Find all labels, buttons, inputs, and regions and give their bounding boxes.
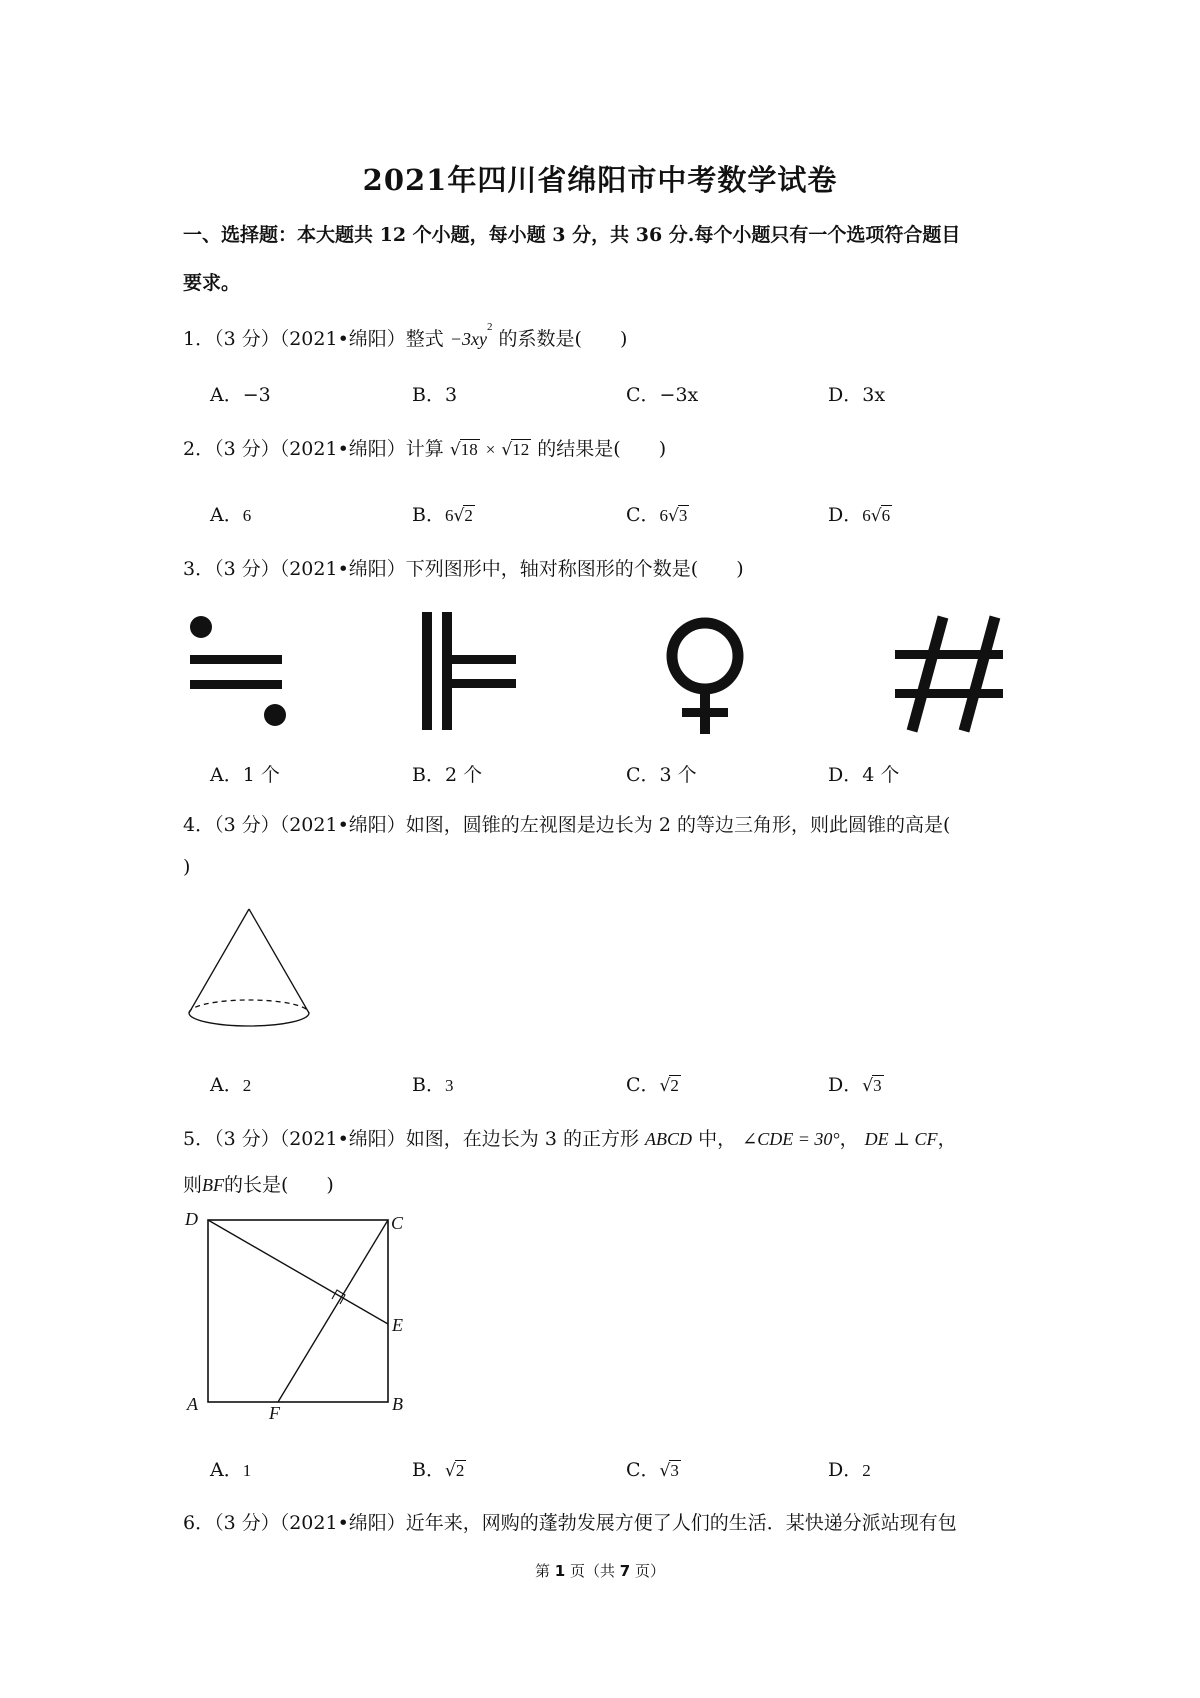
label-c: C	[391, 1213, 404, 1233]
top-dot	[190, 616, 212, 638]
cone-figure	[185, 905, 315, 1030]
q2-option-b[interactable]: B．6√2	[412, 504, 473, 526]
question-5: 5．（3 分）（2021•绵阳）如图，在边长为 3 的正方形 ABCD 中， ∠CDE = 30°， DE ⊥ CF，	[183, 1128, 957, 1150]
segment-name: BF	[202, 1175, 225, 1195]
perpendicular-expression: DE ⊥ CF	[864, 1129, 938, 1149]
segment-de	[208, 1220, 388, 1324]
section-heading-line2: 要求。	[183, 272, 241, 294]
lower-bar	[190, 680, 282, 689]
label-b: B	[392, 1394, 403, 1414]
q3-option-c[interactable]: C．3 个	[626, 764, 697, 786]
bottom-dot	[264, 704, 286, 726]
sqrt-icon: √	[659, 1076, 671, 1096]
question-number: 1．	[183, 328, 215, 350]
q5-option-a[interactable]: A．1	[210, 1459, 252, 1481]
question-1: 1．（3 分）（2021•绵阳）整式 $-3xy^2$ 的系数是( )	[183, 321, 628, 350]
q5-option-b[interactable]: B．√2	[412, 1459, 465, 1481]
label-e: E	[392, 1315, 403, 1335]
sqrt-icon: √	[659, 1461, 671, 1481]
hash-symbol-figure	[895, 614, 1010, 734]
q4-option-c[interactable]: C．√2	[626, 1074, 679, 1096]
question-number: 3．	[183, 558, 215, 580]
q1-option-a[interactable]: A．−3	[210, 384, 271, 406]
sqrt-icon: √	[453, 506, 465, 526]
q1-option-c[interactable]: C．−3x	[626, 384, 699, 406]
q5-option-c[interactable]: C．√3	[626, 1459, 679, 1481]
q5-option-d[interactable]: D．2	[828, 1459, 871, 1481]
question-meta: （3 分）（2021•绵阳）	[214, 328, 406, 350]
q4-option-b[interactable]: B．3	[412, 1074, 454, 1096]
page-total: 7	[619, 1562, 631, 1580]
section-heading-line1: 一、选择题：本大题共 12 个小题，每小题 3 分，共 36 分.每个小题只有一个选项符合题目	[183, 224, 961, 246]
sqrt-icon: √	[862, 1076, 874, 1096]
question-4-close: )	[183, 856, 191, 878]
q4-option-d[interactable]: D．√3	[828, 1074, 882, 1096]
upper-bar	[190, 655, 282, 664]
q1-option-b[interactable]: B．3	[412, 384, 458, 406]
square-figure	[185, 1208, 425, 1423]
q2-option-c[interactable]: C．6√3	[626, 504, 688, 526]
question-4: 4．（3 分）（2021•绵阳）如图，圆锥的左视图是边长为 2 的等边三角形，则此圆锥的高是(	[183, 814, 951, 836]
question-number: 4．	[183, 814, 215, 836]
label-a: A	[187, 1394, 198, 1414]
radicand: 18	[460, 440, 478, 459]
page-number: 1	[554, 1562, 566, 1580]
question-2: 2．（3 分）（2021•绵阳）计算 √18 × √12 的结果是( )	[183, 438, 667, 460]
question-5-line2: 则BF的长是( )	[183, 1174, 334, 1196]
sqrt-icon: √	[501, 440, 513, 460]
question-6: 6．（3 分）（2021•绵阳）近年来，网购的蓬勃发展方便了人们的生活．某快递分派站现有包	[183, 1512, 957, 1534]
q2-option-a[interactable]: A．6	[210, 504, 252, 526]
q3-option-d[interactable]: D．4 个	[828, 764, 900, 786]
angle-expression: ∠CDE = 30°	[742, 1129, 840, 1149]
question-number: 5．	[183, 1128, 215, 1150]
segment-cf	[278, 1220, 388, 1402]
sqrt-icon: √	[449, 440, 461, 460]
sqrt-icon: √	[668, 506, 679, 526]
square-name: ABCD	[645, 1129, 693, 1149]
q1-option-d[interactable]: D．3x	[828, 384, 886, 406]
sqrt-icon: √	[870, 506, 882, 526]
question-number: 2．	[183, 438, 215, 460]
radicand: 12	[512, 440, 530, 459]
question-meta: （3 分）（2021•绵阳）	[214, 814, 406, 836]
label-f: F	[269, 1403, 280, 1423]
question-meta: （3 分）（2021•绵阳）	[214, 1128, 406, 1150]
q2-option-d[interactable]: D．6√6	[828, 504, 891, 526]
expression: −3xy	[449, 329, 487, 349]
question-meta: （3 分）（2021•绵阳）	[214, 1512, 406, 1534]
question-3: 3．（3 分）（2021•绵阳）下列图形中，轴对称图形的个数是( )	[183, 558, 744, 580]
page-footer: 第 1 页（共 7 页）	[535, 1562, 665, 1580]
q3-option-b[interactable]: B．2 个	[412, 764, 483, 786]
label-d: D	[185, 1209, 198, 1229]
question-number: 6．	[183, 1512, 215, 1534]
q3-option-a[interactable]: A．1 个	[210, 764, 280, 786]
times-sign: ×	[485, 440, 496, 459]
exponent: 2	[486, 321, 493, 333]
question-meta: （3 分）（2021•绵阳）	[214, 438, 406, 460]
q4-option-a[interactable]: A．2	[210, 1074, 252, 1096]
sqrt-icon: √	[444, 1461, 456, 1481]
venus-symbol-figure	[660, 612, 750, 737]
page-title: 2021年四川省绵阳市中考数学试卷	[362, 163, 838, 197]
question-meta: （3 分）（2021•绵阳）	[214, 558, 406, 580]
division-sign-figure	[185, 615, 295, 730]
square-abcd	[208, 1220, 388, 1402]
double-corner-figure	[418, 608, 528, 733]
